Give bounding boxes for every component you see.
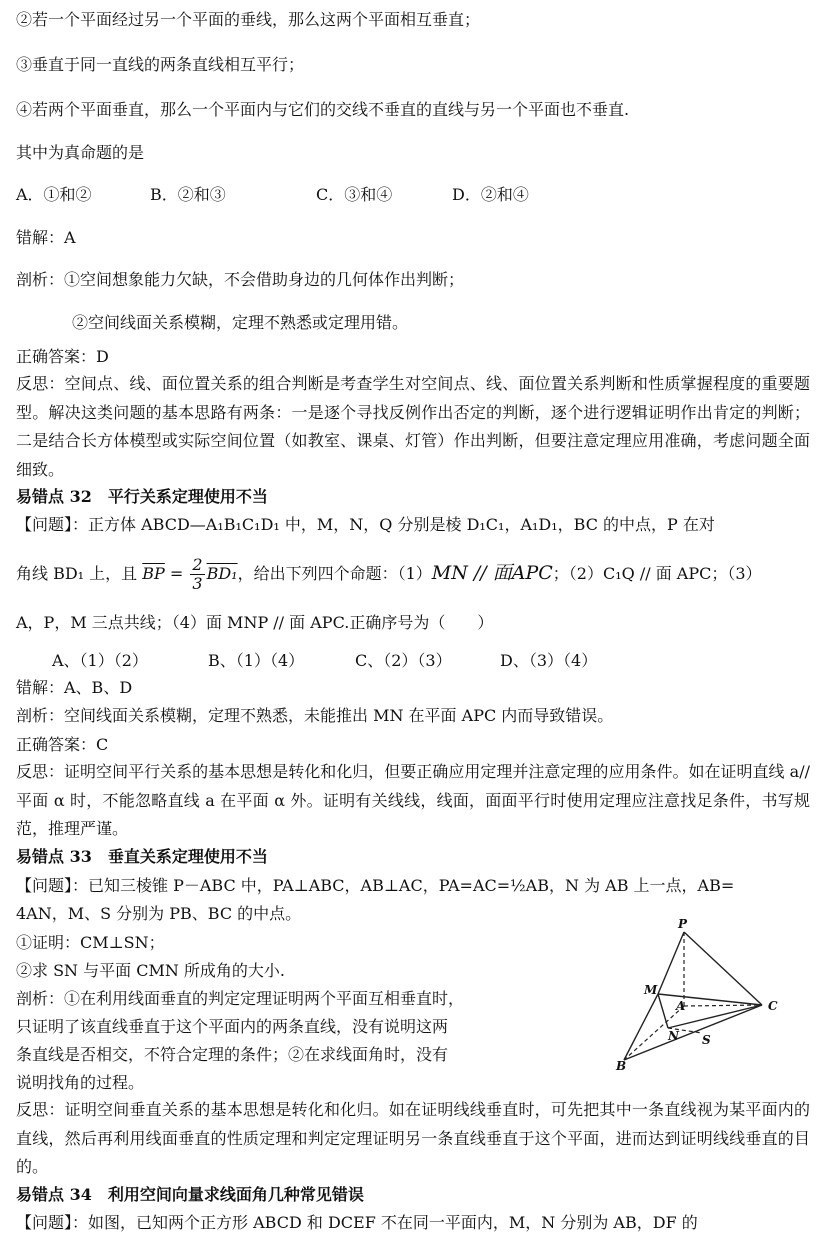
- statement-2: ②若一个平面经过另一个平面的垂线，那么这两个平面相互垂直；: [16, 10, 481, 29]
- label-c: C: [768, 999, 778, 1013]
- label-b: B: [616, 1059, 627, 1073]
- problem-33-q2: ②求 SN 与平面 CMN 所成角的大小.: [16, 961, 286, 980]
- fraction: [190, 556, 204, 593]
- fraction-numerator: 2: [192, 555, 203, 574]
- problem-32-text-c: ；（2）C₁Q // 面 APC；（3）: [552, 564, 762, 583]
- analysis-2: ②空间线面关系模糊，定理不熟悉或定理用错。: [72, 313, 409, 332]
- edge-mb: [624, 994, 658, 1060]
- question-prompt: 其中为真命题的是: [16, 143, 145, 162]
- option-32-b: B、（1）（4）: [208, 651, 305, 670]
- edge-mn: [658, 994, 668, 1028]
- analysis-33-line-1: 剖析：①在利用线面垂直的判定定理证明两个平面互相垂直时，: [16, 989, 465, 1008]
- heading-33: 易错点 33 垂直关系定理使用不当: [16, 847, 268, 866]
- analysis-32: 剖析：空间线面关系模糊，定理不熟悉，未能推出 MN 在平面 APC 内而导致错误。: [16, 706, 614, 725]
- statement-3: ③垂直于同一直线的两条直线相互平行；: [16, 55, 305, 74]
- option-32-d: D、（3）（4）: [500, 651, 598, 670]
- label-a: A: [676, 999, 686, 1013]
- option-32-c: C、（2）（3）: [355, 651, 452, 670]
- heading-32: 易错点 32 平行关系定理使用不当: [16, 487, 268, 506]
- problem-32-line-1: 【问题】：正方体 ABCD—A₁B₁C₁D₁ 中，M，N，Q 分别是棱 D₁C₁，A₁D₁，BC 的中点，P 在对: [16, 515, 715, 534]
- label-s: S: [702, 1033, 711, 1047]
- options-row-1: [16, 183, 529, 207]
- option-32-a: A、（1）（2）: [52, 651, 148, 670]
- analysis-33-line-4: 说明找角的过程。: [16, 1073, 145, 1092]
- correct-answer-32: 正确答案：C: [16, 735, 109, 754]
- problem-33-line-2: 4AN，M、S 分别为 PB、BC 的中点。: [16, 904, 302, 923]
- fraction-denominator: 3: [192, 574, 203, 593]
- analysis-1: 剖析：①空间想象能力欠缺，不会借助身边的几何体作出判断；: [16, 270, 465, 289]
- option-d: D．②和④: [452, 185, 529, 204]
- reflection-1: 反思：空间点、线、面位置关系的组合判断是考查学生对空间点、线、面位置关系判断和性质掌握程度的重要题型。解决这类问题的基本思路有两条：一是逐个寻找反例作出否定的判断，逐个进行逻辑证明作出肯定的判断；二是结合长方体模型或实际空间位置（如教室、课桌、灯管）作出判断，但要注意定理应用准确，考虑问题全面细致。: [16, 374, 810, 479]
- reflection-32: 反思：证明空间平行关系的基本思想是转化和化归，但要正确应用定理并注意定理的应用条件。如在证明直线 a//平面 α 时，不能忽略直线 a 在平面 α 外。证明有关线线，线面，面面平行时使用定理应注意找足条件，书写规范，推理严谨。: [16, 762, 810, 838]
- formula-mn-parallel: MN // 面APC: [431, 562, 553, 584]
- edge-ac: [684, 1005, 762, 1006]
- option-c: C．③和④: [316, 185, 393, 204]
- reflection-33: 反思：证明空间垂直关系的基本思想是转化和化归。如在证明线线垂直时，可先把其中一条直线视为某平面内的直线，然后再利用线面垂直的性质定理和判定定理证明另一条直线垂直于这个平面，进而达到证明线线垂直的目的。: [16, 1100, 810, 1176]
- problem-33-line-1: 【问题】：已知三棱锥 P－ABC 中，PA⊥ABC，AB⊥AC，PA=AC=½AB，N 为 AB 上一点，AB=: [16, 876, 735, 895]
- problem-32-line-2: [16, 556, 762, 593]
- analysis-33-line-3: 条直线是否相交，不符合定理的条件；②在求线面角时，没有: [16, 1045, 449, 1064]
- vector-bd1: BD₁: [206, 564, 238, 583]
- edge-pc: [684, 932, 762, 1005]
- label-m: M: [644, 983, 658, 997]
- heading-34: 易错点 34 利用空间向量求线面角几种常见错误: [16, 1185, 364, 1204]
- correct-answer-1: 正确答案：D: [16, 347, 109, 366]
- statement-4: ④若两个平面垂直，那么一个平面内与它们的交线不垂直的直线与另一个平面也不垂直.: [16, 100, 630, 119]
- problem-32-line-3: A，P，M 三点共线；（4）面 MNP // 面 APC.正确序号为（ ）: [16, 613, 494, 632]
- tetrahedron-figure: [612, 914, 792, 1074]
- option-b: B．②和③: [150, 185, 226, 204]
- analysis-33-line-2: 只证明了该直线垂直于这个平面内的两条直线，没有说明这两: [16, 1017, 449, 1036]
- wrong-answer-1: 错解：A: [16, 228, 76, 247]
- label-n: N: [668, 1029, 679, 1043]
- problem-34-line-1: 【问题】：如图，已知两个正方形 ABCD 和 DCEF 不在同一平面内，M，N 分别为 AB，DF 的: [16, 1213, 698, 1232]
- equals-sign: =: [164, 564, 189, 583]
- wrong-answer-32: 错解：A、B、D: [16, 678, 133, 697]
- problem-33-q1: ①证明：CM⊥SN；: [16, 933, 165, 952]
- option-a: A．①和②: [16, 185, 92, 204]
- edge-bc: [624, 1005, 762, 1060]
- edge-mc: [658, 994, 762, 1005]
- problem-32-text-b: ，给出下列四个命题：（1）: [237, 564, 432, 583]
- label-p: P: [678, 917, 688, 931]
- edge-pm: [658, 932, 684, 994]
- options-row-32: [52, 649, 597, 673]
- vector-bp: $\overline{BP}$: [142, 564, 165, 583]
- problem-32-text-a: 角线 BD₁ 上，且: [16, 564, 138, 583]
